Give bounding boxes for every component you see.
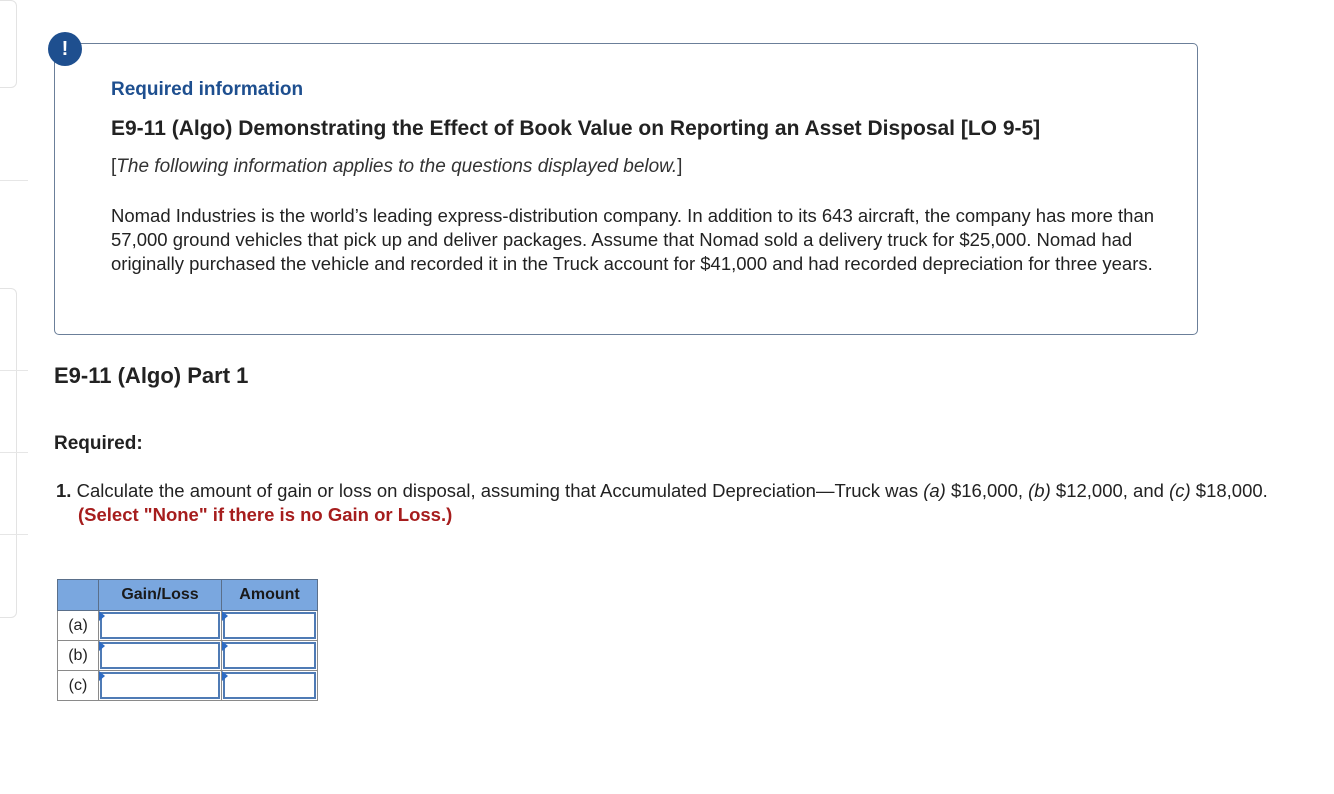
- amount-input-b[interactable]: [223, 642, 316, 669]
- row-label-a: (a): [58, 611, 99, 641]
- amount-cell-b: [222, 641, 318, 671]
- applies-note: [111, 156, 682, 178]
- gain-loss-cell-b: [99, 641, 222, 671]
- row-label-c: (c): [58, 671, 99, 701]
- dropdown-marker-icon: [99, 671, 105, 681]
- gain-loss-cell-a: [99, 611, 222, 641]
- note-bracket-close: ]: [677, 156, 683, 177]
- amount-cell-c: [222, 671, 318, 701]
- case-b-value: $12,000, and: [1050, 480, 1170, 501]
- required-information-box: [54, 43, 1198, 335]
- rail-divider: [0, 370, 28, 371]
- required-information-heading: Required information: [111, 79, 304, 100]
- table-row: [58, 641, 318, 671]
- gain-loss-select-c[interactable]: [100, 672, 220, 699]
- case-a-value: $16,000,: [945, 480, 1029, 501]
- rail-divider: [0, 452, 28, 453]
- note-text: The following information applies to the questions displayed below.: [116, 156, 678, 177]
- case-c-value: $18,000.: [1190, 480, 1268, 501]
- amount-input-c[interactable]: [223, 672, 316, 699]
- dropdown-marker-icon: [99, 641, 105, 651]
- row-label-b: (b): [58, 641, 99, 671]
- table-corner-header: [58, 580, 99, 611]
- gain-loss-select-a[interactable]: [100, 612, 220, 639]
- instruction-text: (Select "None" if there is no Gain or Loss.): [78, 504, 453, 525]
- note-bracket-open: [: [111, 156, 117, 177]
- alert-icon: !: [48, 32, 82, 66]
- gain-loss-cell-c: [99, 671, 222, 701]
- case-a-label: (a): [923, 480, 946, 501]
- gain-loss-header: Gain/Loss: [99, 580, 222, 611]
- rail-segment: [0, 288, 17, 618]
- case-b-label: (b): [1028, 480, 1051, 501]
- amount-input-a[interactable]: [223, 612, 316, 639]
- part-title: E9-11 (Algo) Part 1: [54, 363, 249, 388]
- rail-segment: [0, 0, 17, 88]
- question-1: [56, 479, 1308, 527]
- amount-header: Amount: [222, 580, 318, 611]
- exercise-title: E9-11 (Algo) Demonstrating the Effect of Book Value on Reporting an Asset Disposal [LO 9-5]: [111, 117, 1041, 140]
- rail-divider: [0, 180, 28, 181]
- table-row: [58, 671, 318, 701]
- case-c-label: (c): [1169, 480, 1191, 501]
- question-text: Calculate the amount of gain or loss on disposal, assuming that Accumulated Depreciation—Truck was: [71, 480, 924, 501]
- left-navigation-rail: [0, 0, 30, 794]
- answer-table: [57, 579, 318, 701]
- input-marker-icon: [222, 641, 228, 651]
- dropdown-marker-icon: [99, 611, 105, 621]
- gain-loss-select-b[interactable]: [100, 642, 220, 669]
- scenario-text: Nomad Industries is the world’s leading express-distribution company. In addition to its 643 aircraft, the company has more than 57,000 ground vehicles that pick up and deliver packages. Assume that Nomad sold a delivery truck for $25,000. Nomad had originally purchased the vehicle and recorded it in the Truck account for $41,000 and had recorded depreciation for three years.: [111, 205, 1155, 274]
- table-row: [58, 611, 318, 641]
- table-header-row: [58, 580, 318, 611]
- question-number: 1.: [56, 480, 72, 501]
- input-marker-icon: [222, 671, 228, 681]
- required-label: Required:: [54, 433, 143, 454]
- input-marker-icon: [222, 611, 228, 621]
- amount-cell-a: [222, 611, 318, 641]
- rail-divider: [0, 534, 28, 535]
